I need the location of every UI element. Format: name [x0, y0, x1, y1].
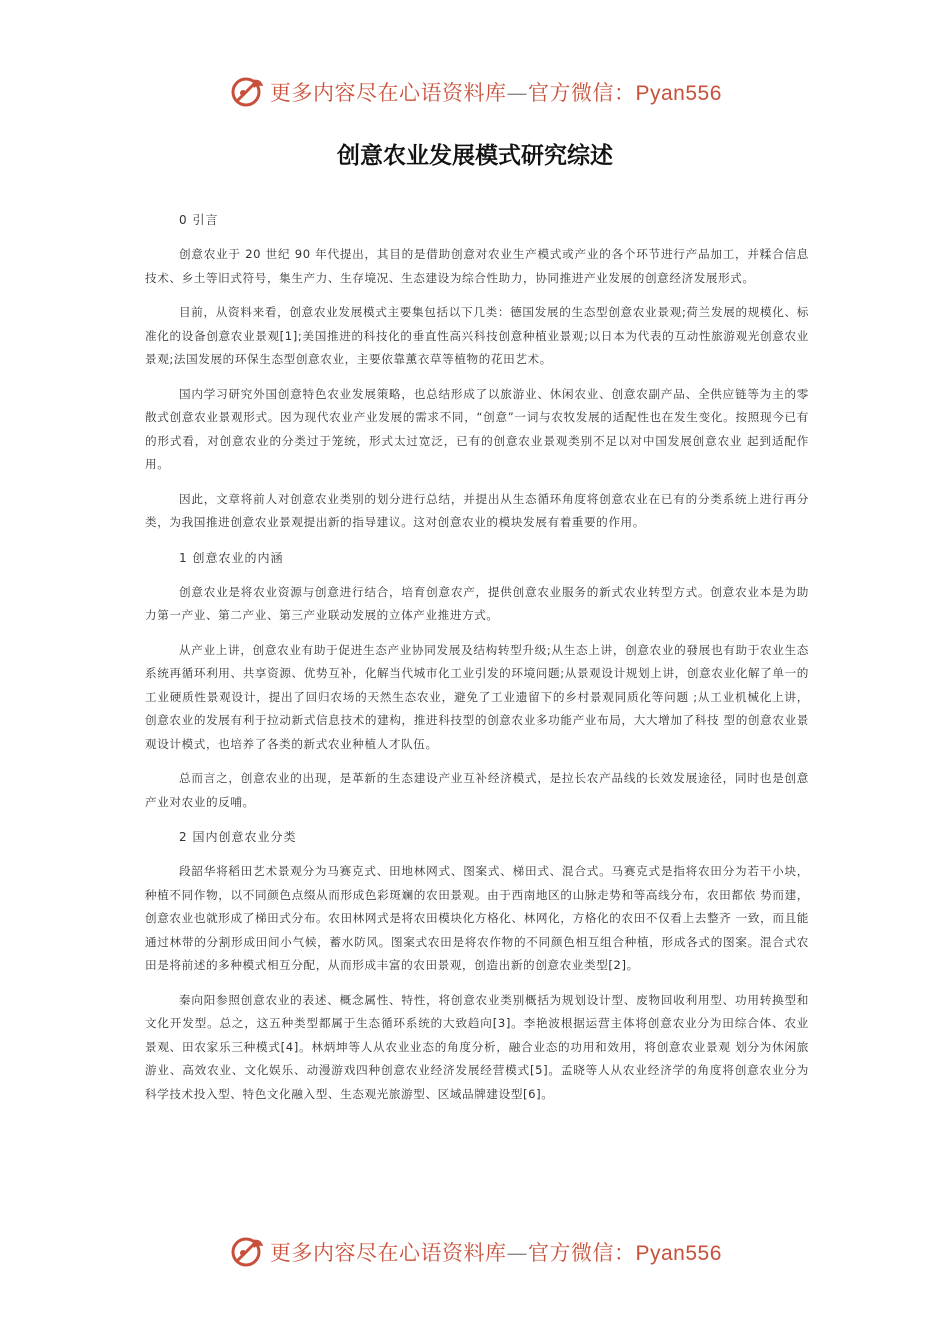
- section-heading: 0 引言: [179, 213, 219, 227]
- banner-wechat-label: 官方微信：: [528, 81, 636, 105]
- paragraph: 秦向阳参照创意农业的表述、概念属性、特性，将创意农业类别概括为规划设计型、废物回收利用型、功用转换型和文化开发型。总之，这五种类型都属于生态循环系统的大致趋向[3]。李艳波根据运营主体将创意农业分为田综合体、农业景观、田农家乐三种模式[4]。林炳坤等人从农业业态的角度分析，融合业态的功用和效用，将创意农业景观 划分为休闲旅游业、高效农业、文化娱乐、动漫游戏四种创意农业经济发展经营模式[5]。孟晓等人从农业经济学的角度将创意农业分为科学技术投入型、特色文化融入型、生态观光旅游型、区域品牌建设型[6]。: [145, 992, 809, 1101]
- banner-text: [270, 1237, 722, 1267]
- document-title: 创意农业发展模式研究综述: [337, 143, 613, 169]
- paragraph: 段韶华将稻田艺术景观分为马赛克式、田地林网式、图案式、梯田式、混合式。马赛克式是指将农田分为若干小块，种植不同作物，以不同颜色点缀从而形成色彩斑斓的农田景观。由于西南地区的山脉走势和等高线分布，农田都依 势而建，创意农业也就形成了梯田式分布。农田林网式是将农田模块化方格化、林网化，方格化的农田不仅看上去整齐 一致，而且能通过林带的分割形成田间小气候，蓄水防风。图案式农田是将农作物的不同颜色相互组合种植，形成各式的图案。混合式农田是将前述的多种模式相互分配，从而形成丰富的农田景观，创造出新的创意农业类型[2]。: [145, 864, 809, 972]
- paragraph: 创意农业是将农业资源与创意进行结合，培育创意农产，提供创意农业服务的新式农业转型方式。创意农业本是为助力第一产业、第二产业、第三产业联动发展的立体产业推进方式。: [145, 584, 809, 622]
- banner-separator: —: [506, 81, 528, 105]
- paragraph: 总而言之，创意农业的出现，是革新的生态建设产业互补经济模式，是拉长农产品线的长效发展途径，同时也是创意产业对农业的反哺。: [145, 771, 809, 809]
- banner-separator: —: [506, 1241, 528, 1265]
- document-body: [145, 208, 809, 1117]
- banner-wechat-id: Pyan556: [635, 82, 722, 105]
- footer-banner: [230, 1232, 750, 1272]
- paragraph: 从产业上讲，创意农业有助于促进生态产业协同发展及结构转型升级;从生态上讲，创意农业的發展也有助于农业生态系统再循环利用、共享资源、优势互补，化解当代城市化工业引发的环境问题;从景观设计规划上讲，创意农业化解了单一的工业硬质性景观设计，提出了回归农场的天然生态农业，避免了工业遗留下的乡村景观同质化等问题 ;从工业机械化上讲，创意农业的发展有利于拉动新式信息技术的建构，推进科技型的创意农业多功能产业布局，大大增加了科技 型的创意农业景观设计模式，也培养了各类的新式农业种植人才队伍。: [145, 642, 809, 751]
- logo-icon: [230, 1234, 266, 1270]
- paragraph: 目前，从资料来看，创意农业发展模式主要集包括以下几类：德国发展的生态型创意农业景观;荷兰发展的规模化、标准化的设备创意农业景观[1];美国推进的科技化的垂直性高兴科技创意种植业景观;以日本为代表的互动性旅游观光创意农业景观;法国发展的环保生态型创意农业，主要依靠薰衣草等植物的花田艺术。: [145, 305, 809, 366]
- section-heading: 2 国内创意农业分类: [179, 830, 297, 844]
- banner-text: [270, 77, 722, 107]
- banner-slogan: 更多内容尽在心语资料库: [270, 81, 507, 105]
- banner-wechat-id: Pyan556: [635, 1242, 722, 1265]
- logo-icon: [230, 74, 266, 110]
- banner-wechat-label: 官方微信：: [528, 1241, 636, 1265]
- paragraph: 因此，文章将前人对创意农业类别的划分进行总结，并提出从生态循环角度将创意农业在已有的分类系统上进行再分类，为我国推进创意农业景观提出新的指导建议。这对创意农业的模块发展有着重要的作用。: [145, 491, 809, 529]
- paragraph: 创意农业于 20 世纪 90 年代提出，其目的是借助创意对农业生产模式或产业的各个环节进行产品加工，并糅合信息技术、乡土等旧式符号，集生产力、生存境况、生态建设为综合性助力，协同推进产业发展的创意经济发展形式。: [145, 247, 809, 285]
- header-banner: [230, 72, 750, 112]
- paragraph: 国内学习研究外国创意特色农业发展策略，也总结形成了以旅游业、休闲农业、创意农副产品、全供应链等为主的零散式创意农业景观形式。因为现代农业产业发展的需求不同，“创意”一词与农牧发展的适配性也在发生变化。按照现今已有的形式看，对创意农业的分类过于笼统，形式太过宽泛，已有的创意农业景观类别不足以对中国发展创意农业 起到适配作用。: [145, 386, 809, 471]
- banner-slogan: 更多内容尽在心语资料库: [270, 1241, 507, 1265]
- section-heading: 1 创意农业的内涵: [179, 550, 284, 565]
